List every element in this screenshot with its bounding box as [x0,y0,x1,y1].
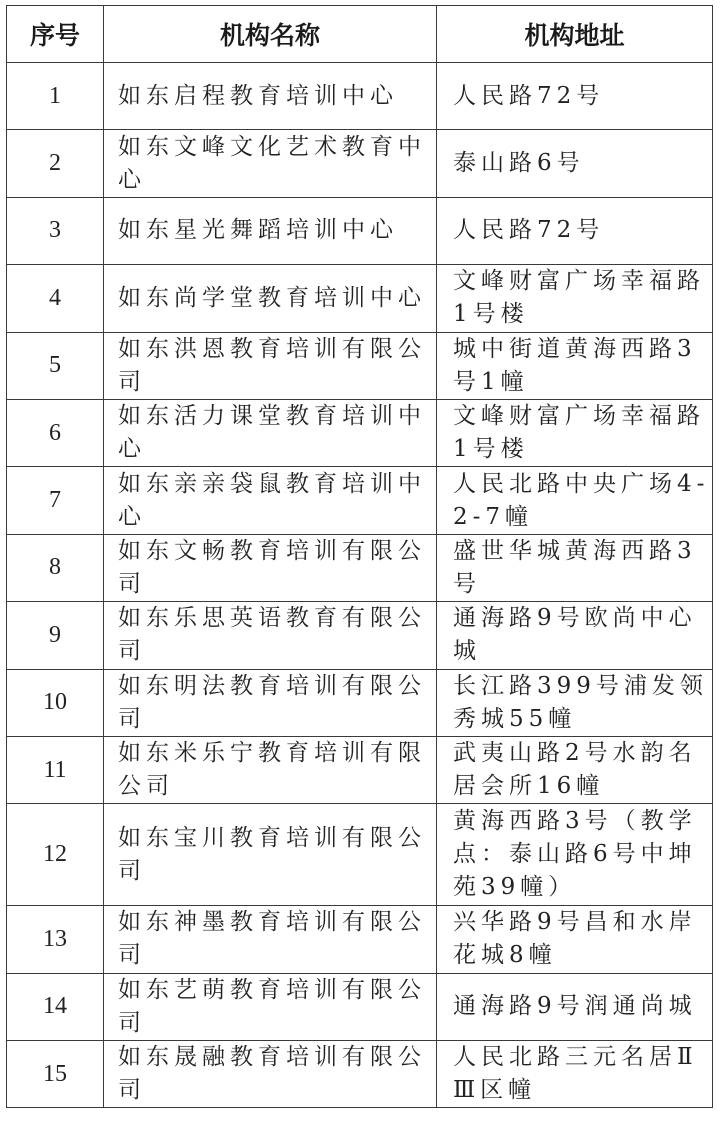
row-number: 10 [7,669,104,736]
table-row [7,197,713,264]
row-number: 11 [7,736,104,803]
institution-name: 如东启程教育培训中心 [104,63,437,130]
row-number: 2 [7,130,104,197]
table-header [7,6,713,63]
table-row [7,534,713,601]
table-row [7,332,713,399]
row-number: 8 [7,534,104,601]
row-number: 3 [7,197,104,264]
institution-name: 如东文畅教育培训有限公司 [104,534,437,601]
row-number: 13 [7,906,104,973]
table-row [7,736,713,803]
table-row [7,906,713,973]
institution-address: 泰山路6号 [437,130,713,197]
row-number: 1 [7,63,104,130]
institution-name: 如东文峰文化艺术教育中心 [104,130,437,197]
institution-name: 如东星光舞蹈培训中心 [104,197,437,264]
institution-name: 如东洪恩教育培训有限公司 [104,332,437,399]
institution-address: 黄海西路3号（教学点：泰山路6号中坤苑39幢） [437,804,713,906]
institution-name: 如东米乐宁教育培训有限公司 [104,736,437,803]
institution-address: 人民北路三元名居ⅡⅢ区幢 [437,1041,713,1108]
row-number: 14 [7,973,104,1040]
table-row [7,130,713,197]
institution-address: 兴华路9号昌和水岸花城8幢 [437,906,713,973]
row-number: 6 [7,399,104,466]
institution-address: 文峰财富广场幸福路1号楼 [437,265,713,332]
table-row [7,265,713,332]
institution-address: 人民路72号 [437,63,713,130]
row-number: 5 [7,332,104,399]
table-row [7,804,713,906]
institution-address: 通海路9号欧尚中心城 [437,602,713,669]
institution-name: 如东活力课堂教育培训中心 [104,399,437,466]
table-row [7,973,713,1040]
institution-address: 人民北路中央广场4-2-7幢 [437,467,713,534]
institution-name: 如东晟融教育培训有限公司 [104,1041,437,1108]
table-row [7,63,713,130]
header-no: 序号 [7,6,104,63]
header-address: 机构地址 [437,6,713,63]
institution-address: 盛世华城黄海西路3号 [437,534,713,601]
institution-name: 如东神墨教育培训有限公司 [104,906,437,973]
institution-name: 如东尚学堂教育培训中心 [104,265,437,332]
table-row [7,399,713,466]
header-row [7,6,713,63]
row-number: 4 [7,265,104,332]
row-number: 7 [7,467,104,534]
header-name: 机构名称 [104,6,437,63]
institution-address: 武夷山路2号水韵名居会所16幢 [437,736,713,803]
table-body [7,63,713,1108]
row-number: 15 [7,1041,104,1108]
institution-address: 人民路72号 [437,197,713,264]
row-number: 12 [7,804,104,906]
institution-name: 如东乐思英语教育有限公司 [104,602,437,669]
institution-address: 长江路399号浦发领秀城55幢 [437,669,713,736]
table-row [7,602,713,669]
institution-name: 如东亲亲袋鼠教育培训中心 [104,467,437,534]
institution-address: 城中街道黄海西路3号1幢 [437,332,713,399]
institution-address: 通海路9号润通尚城 [437,973,713,1040]
institution-list-sheet [6,5,712,1108]
row-number: 9 [7,602,104,669]
institution-table [6,5,713,1108]
institution-name: 如东艺萌教育培训有限公司 [104,973,437,1040]
table-row [7,1041,713,1108]
table-row [7,669,713,736]
institution-name: 如东明法教育培训有限公司 [104,669,437,736]
institution-address: 文峰财富广场幸福路1号楼 [437,399,713,466]
institution-name: 如东宝川教育培训有限公司 [104,804,437,906]
table-row [7,467,713,534]
